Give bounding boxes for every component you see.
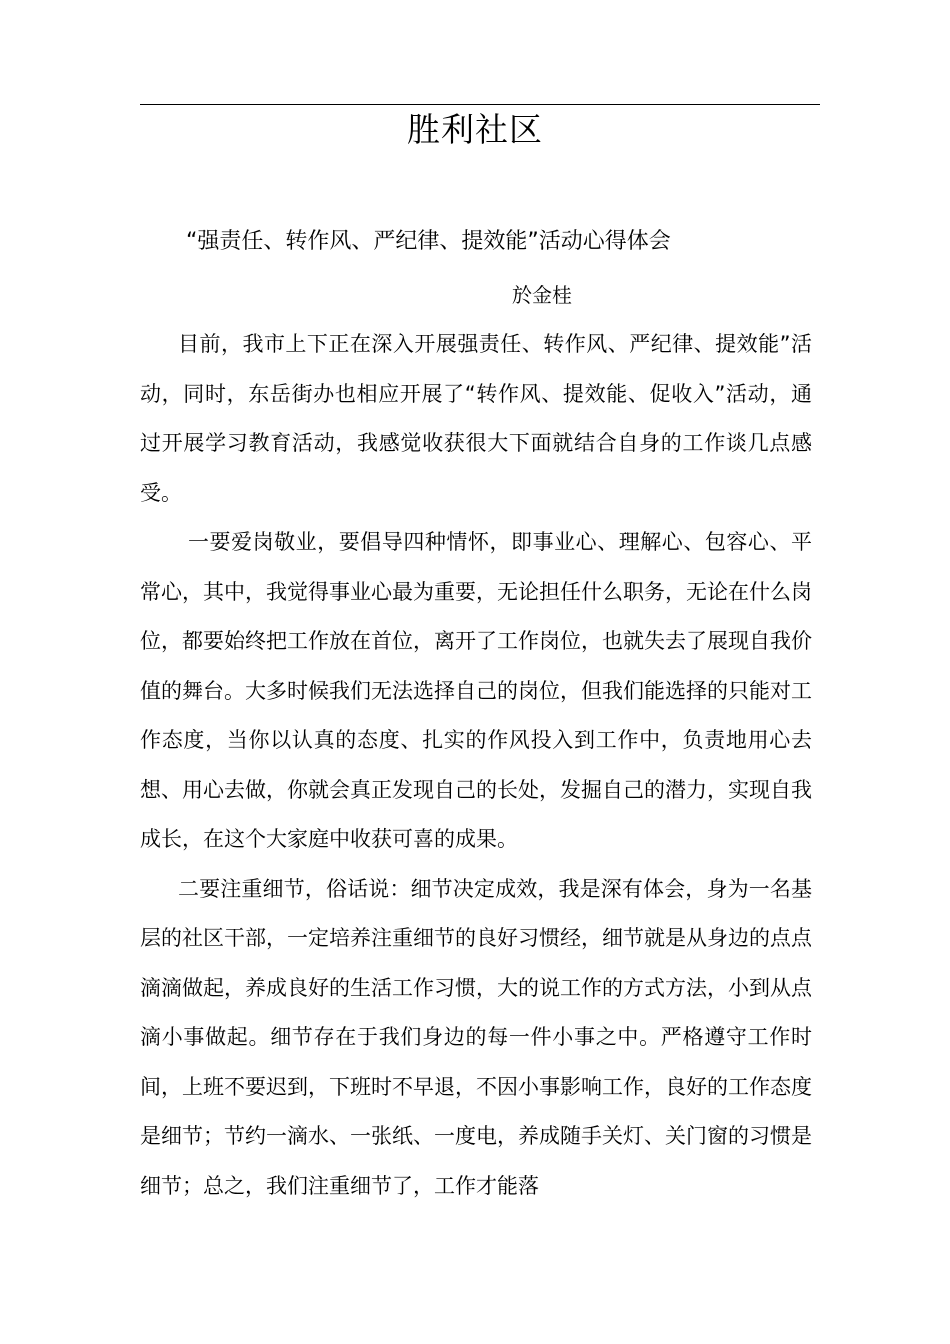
body-text [140,320,812,1211]
author-name: 於金桂 [512,283,572,307]
header-rule [140,104,820,105]
paragraph-dedication: 一要爱岗敬业，要倡导四种情怀，即事业心、理解心、包容心、平常心，其中，我觉得事业心最为重要，无论担任什么职务，无论在什么岗位，都要始终把工作放在首位，离开了工作岗位，也就失去了展现自我价值的舞台。大多时候我们无法选择自己的岗位，但我们能选择的只能对工作态度，当你以认真的态度、扎实的作风投入到工作中，负责地用心去想、用心去做，你就会真正发现自己的长处，发掘自己的潜力，实现自我成长，在这个大家庭中收获可喜的成果。 [140,530,812,851]
document-title: “强责任、转作风、严纪律、提效能”活动心得体会 [186,229,671,254]
paragraph-intro: 目前，我市上下正在深入开展强责任、转作风、严纪律、提效能”活动，同时，东岳街办也相应开展了“转作风、提效能、促收入”活动，通过开展学习教育活动，我感觉收获很大下面就结合自身的工作谈几点感受。 [140,332,812,505]
paragraph-details: 二要注重细节，俗话说：细节决定成效，我是深有体会，身为一名基层的社区干部，一定培养注重细节的良好习惯经，细节就是从身边的点点滴滴做起，养成良好的生活工作习惯，大的说工作的方式方法，小到从点滴小事做起。细节存在于我们身边的每一件小事之中。严格遵守工作时间，上班不要迟到，下班时不早退，不因小事影响工作，良好的工作态度是细节；节约一滴水、一张纸、一度电，养成随手关灯、关门窗的习惯是细节；总之，我们注重细节了，工作才能落 [140,876,812,1198]
org-title: 胜利社区 [407,110,543,149]
